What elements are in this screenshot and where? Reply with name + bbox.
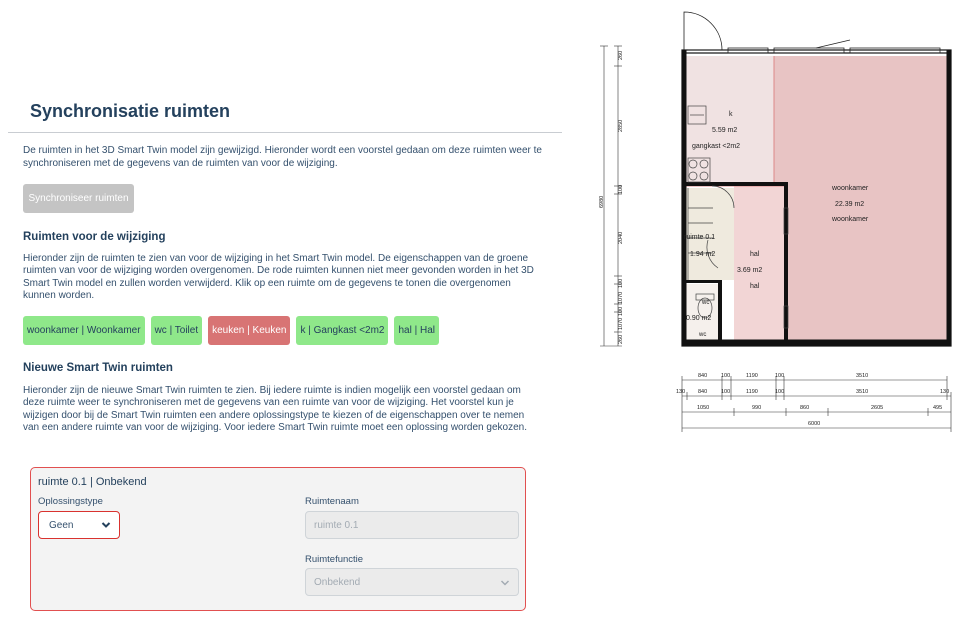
room-chip-wc[interactable]: wc | Toilet <box>151 316 203 345</box>
vdim-8: 1070 <box>618 317 624 330</box>
hdim-row2-1: 130 <box>676 389 686 395</box>
room-gangkast-label: gangkast <2m2 <box>692 143 741 150</box>
room-wc-area: 0.90 m2 <box>686 315 712 322</box>
vdim-4: 2040 <box>618 231 624 244</box>
hdim-row2-7: 130 <box>940 389 950 395</box>
room-name-input[interactable]: ruimte 0.1 <box>305 511 519 539</box>
floor-plan <box>588 8 968 438</box>
room-chip-list <box>23 316 439 345</box>
room-ruimte-area: 1.94 m2 <box>690 251 716 258</box>
page-title: Synchronisatie ruimten <box>30 101 231 121</box>
room-chip-gangkast[interactable]: k | Gangkast <2m2 <box>296 316 388 345</box>
room-woonkamer-name: woonkamer <box>832 185 869 192</box>
hdim-row2-4: 1190 <box>746 389 758 395</box>
vdim-9: 260 <box>618 334 624 344</box>
solution-type-value: Geen <box>49 519 74 531</box>
room-k-area: 5.59 m2 <box>712 127 738 134</box>
room-wc-bottom: wc <box>699 332 707 338</box>
solution-type-select[interactable] <box>38 511 120 539</box>
title-divider <box>8 132 562 133</box>
hdim-row1-4: 100 <box>775 373 785 379</box>
room-woonkamer-area: 22.39 m2 <box>835 201 865 208</box>
chevron-down-icon <box>101 520 111 530</box>
hdim-row2-2: 840 <box>698 389 708 395</box>
vdim-2: 2850 <box>618 119 624 132</box>
room-function-value: Onbekend <box>314 576 361 588</box>
hdim-row2-5: 100 <box>775 389 785 395</box>
k-area[interactable] <box>686 56 774 186</box>
room-hal-area: 3.69 m2 <box>737 267 763 274</box>
room-hal-name: hal <box>750 251 760 258</box>
intro-text: De ruimten in het 3D Smart Twin model zijn gewijzigd. Hieronder wordt een voorstel gedaan om deze ruimten weer te synchroniseren met de gegevens van de ruimten van voor de wijziging. <box>23 145 542 169</box>
room-card <box>30 467 526 611</box>
hdim-row3-4: 2605 <box>871 405 884 411</box>
woonkamer-area[interactable] <box>774 56 947 340</box>
sync-rooms-button[interactable]: Synchroniseer ruimten <box>23 184 134 213</box>
hdim-row1-1: 840 <box>698 373 708 379</box>
section-heading-before: Ruimten voor de wijziging <box>23 231 166 243</box>
room-name-label: Ruimtenaam <box>305 496 359 507</box>
room-k-name: k <box>729 111 733 118</box>
hdim-row1-5: 3510 <box>856 373 869 379</box>
solution-type-label: Oplossingstype <box>38 496 103 507</box>
vdim-total: 6980 <box>599 195 605 208</box>
chevron-down-icon <box>500 578 510 588</box>
hdim-row2-6: 3510 <box>856 389 869 395</box>
vdim-5: 100 <box>618 278 624 288</box>
room-ruimte-name: ruimte 0.1 <box>684 234 716 241</box>
hdim-row2-3: 100 <box>721 389 731 395</box>
room-card-title: ruimte 0.1 | Onbekend <box>38 476 147 488</box>
hdim-row1-2: 100 <box>721 373 731 379</box>
section-heading-new: Nieuwe Smart Twin ruimten <box>23 362 173 374</box>
room-chip-keuken[interactable]: keuken | Keuken <box>208 316 290 345</box>
vdim-6: 1070 <box>618 291 624 304</box>
vdim-1: 260 <box>618 50 624 60</box>
room-chip-woonkamer[interactable]: woonkamer | Woonkamer <box>23 316 145 345</box>
room-hal-func: hal <box>750 283 760 290</box>
room-woonkamer-func: woonkamer <box>832 216 869 223</box>
hdim-row1-3: 1190 <box>746 373 758 379</box>
section-description-before: Hieronder zijn de ruimten te zien van voor de wijziging in het Smart Twin model. De eigenschappen van de groene ruimten van voor de wijziging worden overgenomen. De rode ruimten kunnen niet meer gevonden worden in het 3D Smart Twin model en zullen worden verwijderd. Klik op een ruimte om de gegevens te tonen die overgenomen kunnen worden. <box>23 253 534 302</box>
hdim-row3-3: 860 <box>800 405 810 411</box>
hdim-row3-5: 495 <box>933 405 943 411</box>
room-function-label: Ruimtefunctie <box>305 554 364 565</box>
hdim-row3-1: 1050 <box>697 405 710 411</box>
room-function-select[interactable] <box>305 568 519 596</box>
vdim-3: 100 <box>618 184 624 194</box>
hal-area[interactable] <box>734 186 786 340</box>
vdim-7: 100 <box>618 306 624 316</box>
room-chip-hal[interactable]: hal | Hal <box>394 316 439 345</box>
top-elements <box>684 12 940 53</box>
section-description-new: Hieronder zijn de nieuwe Smart Twin ruimten te zien. Bij iedere ruimte is indien mogelijk een voorstel gedaan om deze ruimte weer te synchroniseren met de gegevens van een ruimte van voor de wijziging. Het voorstel kun je wijzigen door bij de Smart Twin ruimten een andere oplossingstype te kiezen of de eigenschappen over te nemen van een andere ruimte van voor de wijziging. Voor iedere Smart Twin ruimte moet een oplossing worden gekozen. <box>23 385 527 434</box>
hdim-total: 6000 <box>808 421 821 427</box>
room-wc-name: wc <box>702 300 710 306</box>
hdim-row3-2: 990 <box>752 405 762 411</box>
